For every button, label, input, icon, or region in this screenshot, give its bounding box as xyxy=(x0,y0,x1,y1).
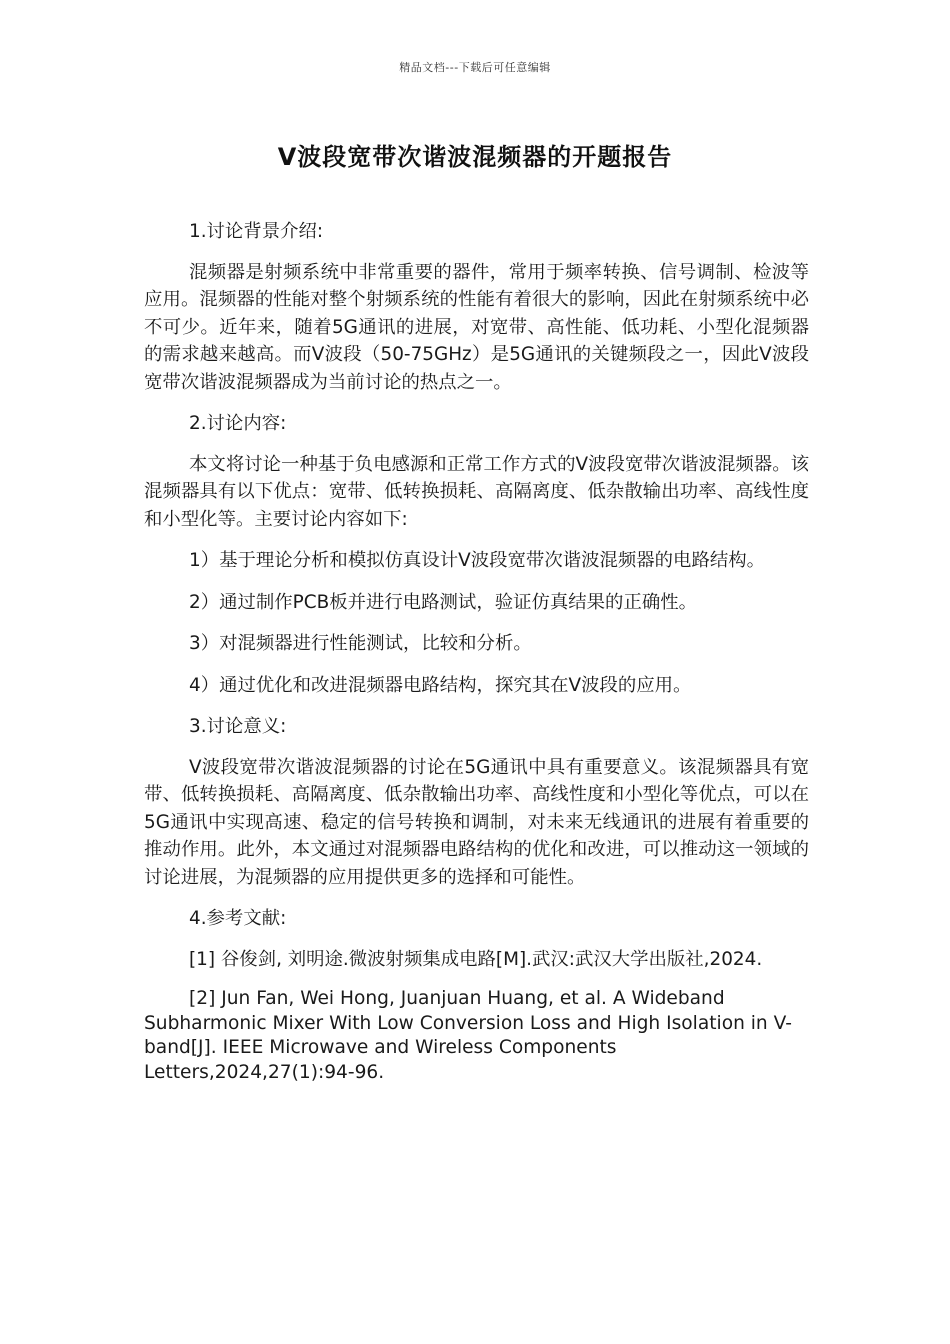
reference-item-2: [2] Jun Fan, Wei Hong, Juanjuan Huang, et al. A Wideband Subharmonic Mixer With Low Conversion Loss and High Isolation in V-band[J]. IEEE Microwave and Wireless Components Letters,2024,27(1):94-96. xyxy=(144,988,792,1083)
section-heading-content: 2.讨论内容: xyxy=(189,413,287,434)
significance-paragraph: V波段宽带次谐波混频器的讨论在5G通讯中具有重要意义。该混频器具有宽带、低转换损耗、高隔离度、低杂散输出功率、高线性度和小型化等优点，可以在5G通讯中实现高速、稳定的信号转换和调制，对未来无线通讯的进展有着重要的推动作用。此外，本文通过对混频器电路结构的优化和改进，可以推动这一领域的讨论进展，为混频器的应用提供更多的选择和可能性。 xyxy=(144,756,809,888)
section-heading-references: 4.参考文献: xyxy=(189,908,287,929)
content-item-4: 4）通过优化和改进混频器电路结构，探究其在V波段的应用。 xyxy=(189,674,692,696)
section-heading-significance: 3.讨论意义: xyxy=(189,716,287,737)
content-paragraph: 本文将讨论一种基于负电感源和正常工作方式的V波段宽带次谐波混频器。该混频器具有以下优点：宽带、低转换损耗、高隔离度、低杂散输出功率、高线性度和小型化等。主要讨论内容如下: xyxy=(144,453,809,530)
content-item-1: 1）基于理论分析和模拟仿真设计V波段宽带次谐波混频器的电路结构。 xyxy=(189,550,766,571)
section-heading-background: 1.讨论背景介绍: xyxy=(189,221,324,242)
header-note: 精品文档---下载后可任意编辑 xyxy=(399,61,551,74)
content-item-2: 2）通过制作PCB板并进行电路测试，验证仿真结果的正确性。 xyxy=(189,591,698,613)
document-body xyxy=(144,218,809,1099)
document-title: V波段宽带次谐波混频器的开题报告 xyxy=(277,143,673,171)
reference-item-1: [1] 谷俊剑, 刘明途.微波射频集成电路[M].武汉:武汉大学出版社,2024. xyxy=(189,948,763,970)
background-paragraph: 混频器是射频系统中非常重要的器件，常用于频率转换、信号调制、检波等应用。混频器的性能对整个射频系统的性能有着很大的影响，因此在射频系统中必不可少。近年来，随着5G通讯的进展，对宽带、高性能、低功耗、小型化混频器的需求越来越高。而V波段（50-75GHz）是5G通讯的关键频段之一，因此V波段宽带次谐波混频器成为当前讨论的热点之一。 xyxy=(144,261,809,393)
content-item-3: 3）对混频器进行性能测试，比较和分析。 xyxy=(189,633,532,654)
